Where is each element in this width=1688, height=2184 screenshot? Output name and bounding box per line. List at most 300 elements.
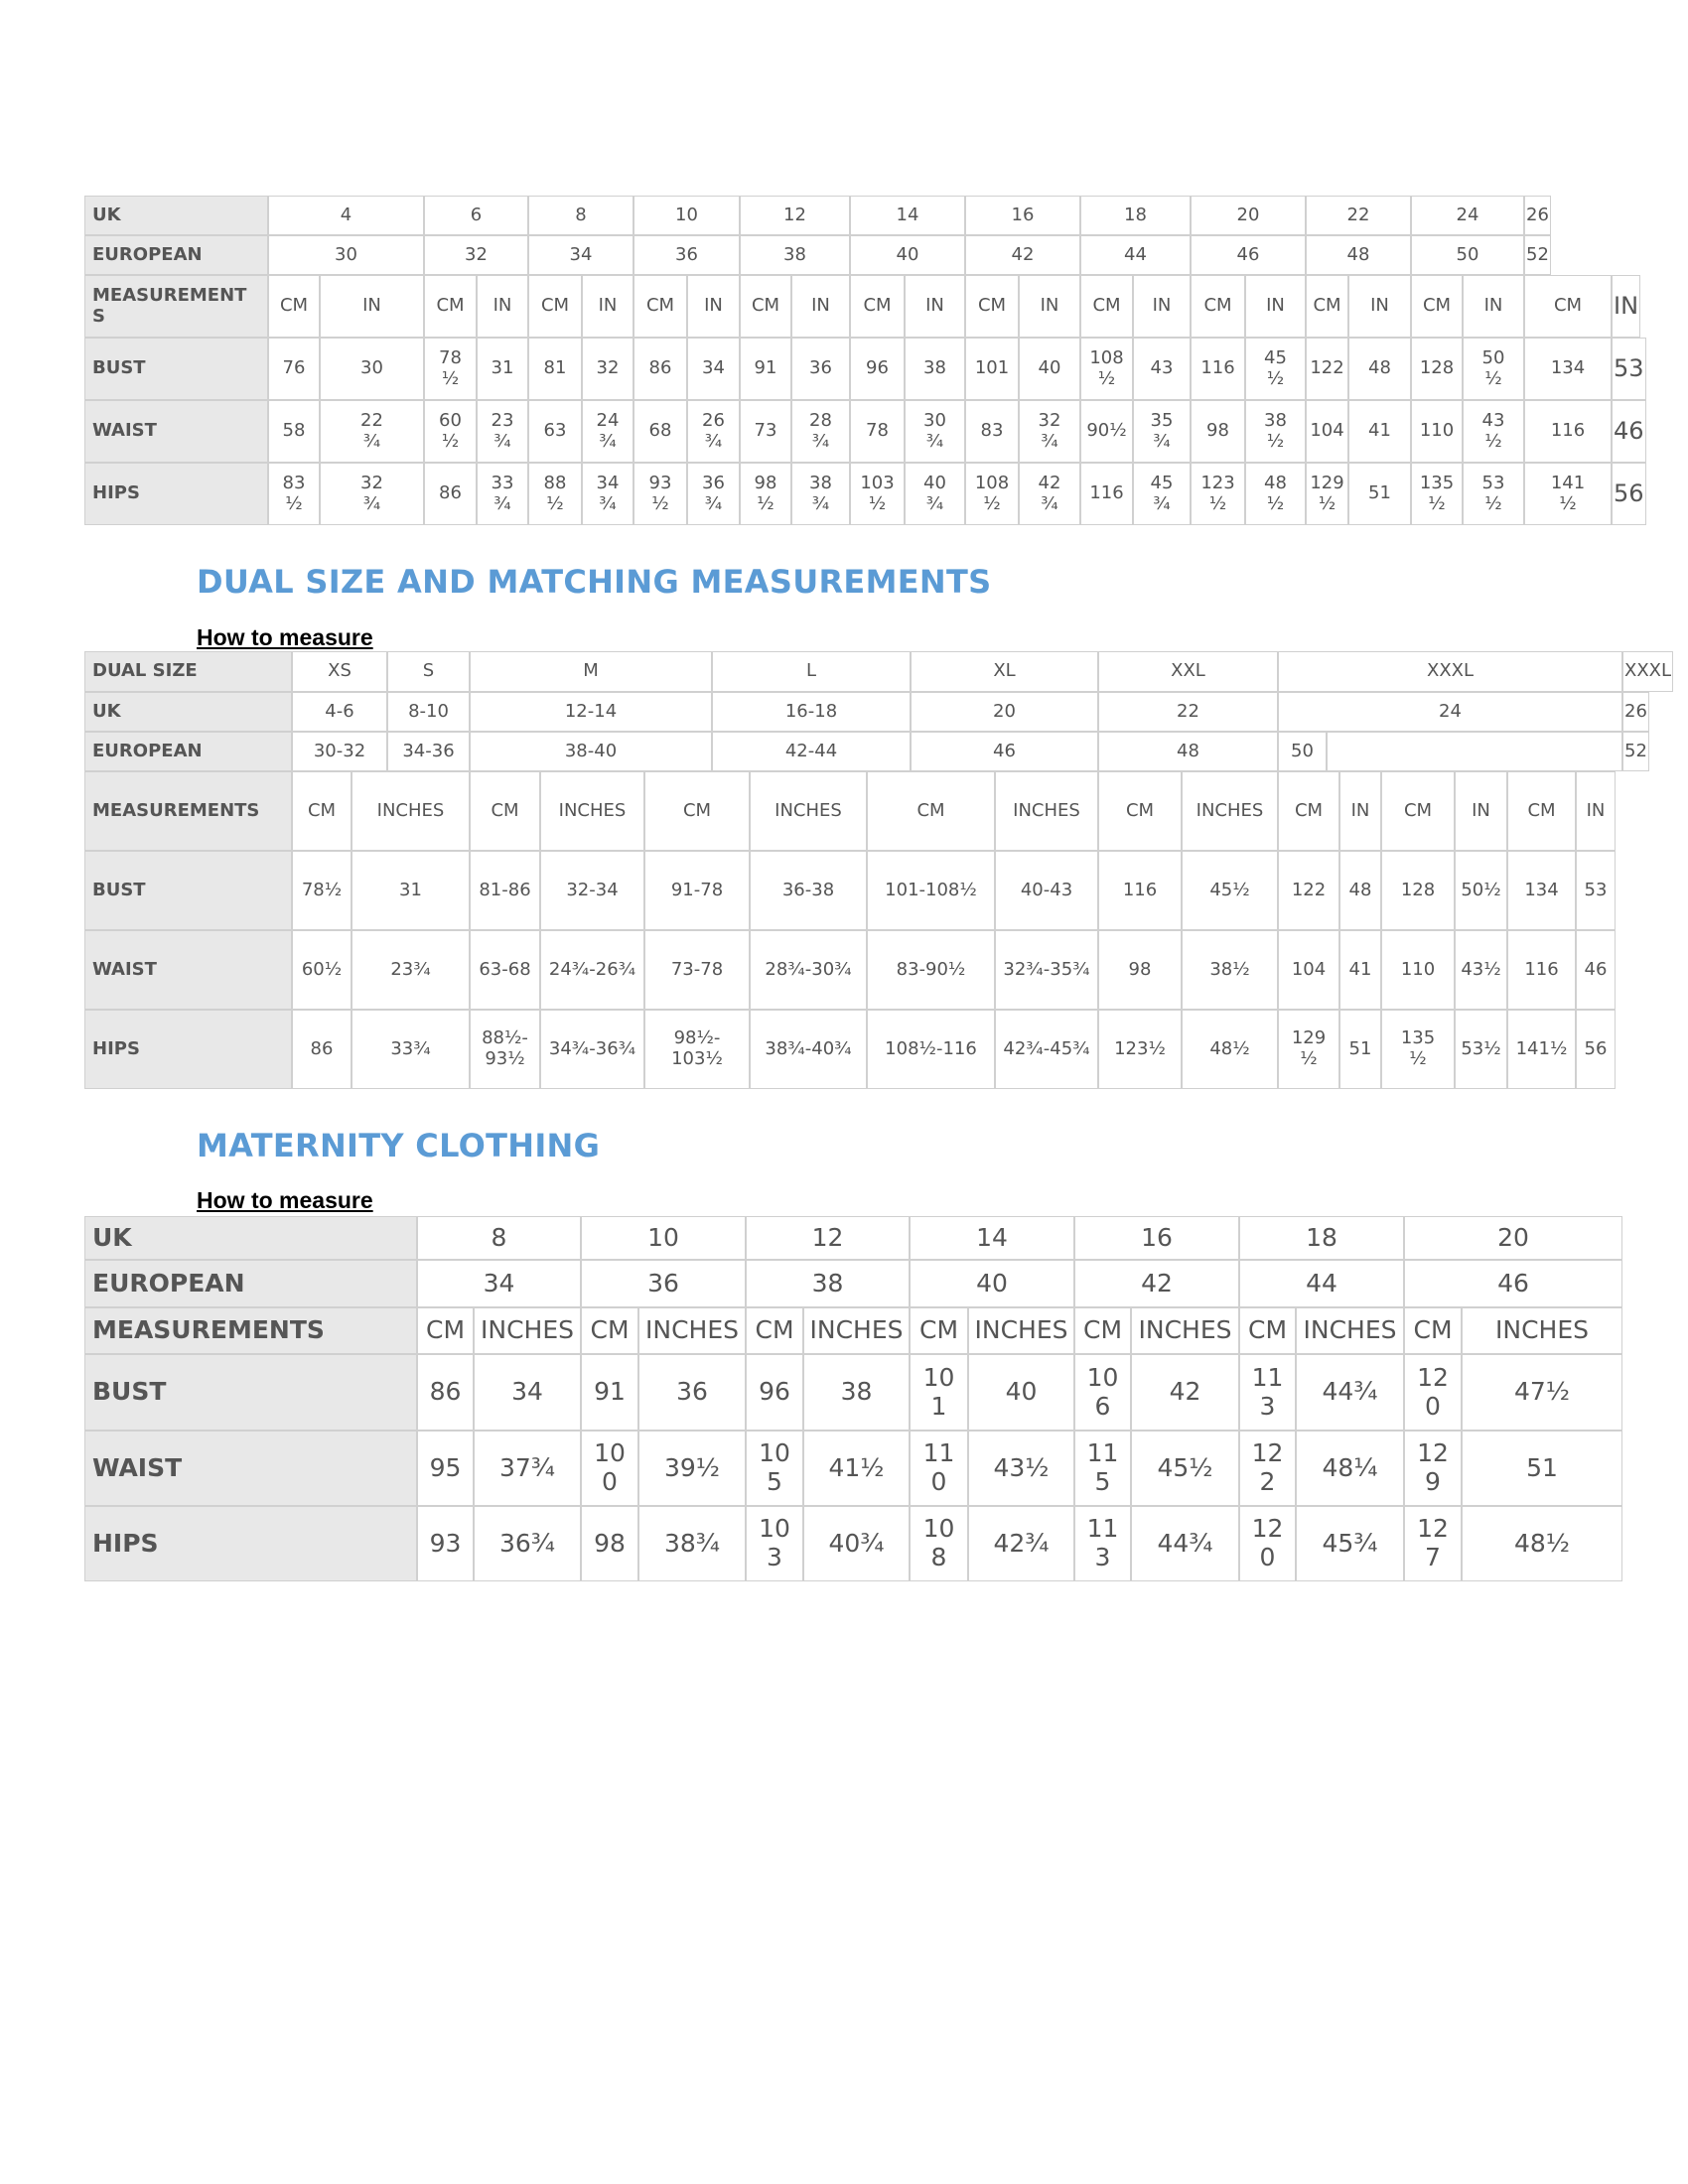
size-cell: S xyxy=(387,651,470,692)
size-cell: CM xyxy=(268,275,320,338)
size-cell: 51 xyxy=(1348,463,1411,525)
size-cell: 40 xyxy=(850,235,965,275)
size-cell: 34 xyxy=(474,1354,581,1431)
size-cell: 78½ xyxy=(292,851,352,930)
size-cell: 73 xyxy=(740,400,791,463)
size-cell: 42¾-45¾ xyxy=(995,1010,1098,1089)
size-cell: 123½ xyxy=(1098,1010,1182,1089)
size-cell: 141½ xyxy=(1507,1010,1576,1089)
size-cell: IN xyxy=(791,275,850,338)
size-cell: CM xyxy=(910,1307,968,1354)
size-cell: 34¾-36¾ xyxy=(540,1010,644,1089)
size-cell: 47½ xyxy=(1462,1354,1622,1431)
size-cell: 42-44 xyxy=(712,732,911,771)
size-cell: 18 xyxy=(1080,196,1191,235)
size-cell: 44¾ xyxy=(1131,1506,1239,1581)
size-cell: 37¾ xyxy=(474,1431,581,1506)
size-cell: 81 xyxy=(528,338,582,400)
size-cell: 46 xyxy=(1191,235,1306,275)
size-cell: INCHES xyxy=(638,1307,746,1354)
size-cell: 4 xyxy=(268,196,424,235)
size-cell: 34 xyxy=(687,338,740,400)
size-cell: 45 ¾ xyxy=(1133,463,1191,525)
size-cell: 10 0 xyxy=(581,1431,638,1506)
size-cell: 26 xyxy=(1622,692,1649,732)
size-cell: XS xyxy=(292,651,387,692)
size-cell: 41 xyxy=(1339,930,1381,1010)
row-label-waist: WAIST xyxy=(84,1431,417,1506)
size-cell: 23¾ xyxy=(352,930,470,1010)
size-cell: 42 xyxy=(1131,1354,1239,1431)
size-cell: 38 ½ xyxy=(1245,400,1306,463)
size-cell: 90½ xyxy=(1080,400,1133,463)
size-cell: 50 ½ xyxy=(1463,338,1524,400)
size-cell: 43 ½ xyxy=(1463,400,1524,463)
size-cell: 12 xyxy=(740,196,850,235)
size-cell: 10 5 xyxy=(746,1431,803,1506)
size-cell: 108 ½ xyxy=(1080,338,1133,400)
size-cell: 60 ½ xyxy=(424,400,477,463)
size-cell: CM xyxy=(633,275,687,338)
size-cell: 63-68 xyxy=(470,930,540,1010)
size-cell: 24 xyxy=(1278,692,1622,732)
size-cell: XXL xyxy=(1098,651,1278,692)
size-cell: 48 xyxy=(1339,851,1381,930)
size-cell: 36-38 xyxy=(750,851,867,930)
size-cell: 43½ xyxy=(1455,930,1507,1010)
row-label-european: EUROPEAN xyxy=(84,235,268,275)
size-cell: CM xyxy=(1074,1307,1131,1354)
size-cell: 122 xyxy=(1306,338,1348,400)
size-cell: 14 xyxy=(910,1216,1074,1260)
size-cell: 30 xyxy=(320,338,424,400)
size-cell: INCHES xyxy=(995,771,1098,851)
size-cell: 31 xyxy=(352,851,470,930)
size-cell: XL xyxy=(911,651,1098,692)
size-cell: 12 7 xyxy=(1404,1506,1462,1581)
size-cell: L xyxy=(712,651,911,692)
size-cell: 33¾ xyxy=(352,1010,470,1089)
size-cell: 11 5 xyxy=(1074,1431,1131,1506)
size-cell: CM xyxy=(1524,275,1612,338)
size-cell: IN xyxy=(477,275,528,338)
size-cell: 48 xyxy=(1348,338,1411,400)
size-cell: 20 xyxy=(1404,1216,1622,1260)
size-cell: 56 xyxy=(1612,463,1646,525)
size-cell: 38¾ xyxy=(638,1506,746,1581)
size-cell: 98 xyxy=(1191,400,1245,463)
size-cell: CM xyxy=(581,1307,638,1354)
size-cell: 32 ¾ xyxy=(1019,400,1080,463)
size-cell: 46 xyxy=(1612,400,1646,463)
maternity-how-to-measure-link[interactable]: How to measure xyxy=(197,1187,373,1213)
size-cell: 95 xyxy=(417,1431,474,1506)
size-cell: CM xyxy=(1404,1307,1462,1354)
size-cell: 42 xyxy=(1074,1260,1239,1307)
size-cell: 10 xyxy=(581,1216,746,1260)
size-cell: 50 xyxy=(1278,732,1327,771)
size-cell: 128 xyxy=(1381,851,1455,930)
size-cell: 26 xyxy=(1524,196,1551,235)
size-cell: 10 8 xyxy=(910,1506,968,1581)
size-cell: INCHES xyxy=(803,1307,910,1354)
size-cell: IN xyxy=(1339,771,1381,851)
size-cell: 6 xyxy=(424,196,528,235)
size-cell: 32 xyxy=(424,235,528,275)
size-cell: 110 xyxy=(1381,930,1455,1010)
size-cell: IN xyxy=(1455,771,1507,851)
size-cell: 104 xyxy=(1278,930,1339,1010)
size-cell: 53½ xyxy=(1455,1010,1507,1089)
size-cell: 8 xyxy=(528,196,633,235)
size-cell xyxy=(1327,732,1622,771)
size-cell: INCHES xyxy=(1296,1307,1404,1354)
size-cell: 46 xyxy=(911,732,1098,771)
size-cell: 10 6 xyxy=(1074,1354,1131,1431)
size-cell: 39½ xyxy=(638,1431,746,1506)
size-cell: 93 ½ xyxy=(633,463,687,525)
size-cell: 10 3 xyxy=(746,1506,803,1581)
size-cell: M xyxy=(470,651,712,692)
size-cell: 101-108½ xyxy=(867,851,995,930)
size-cell: INCHES xyxy=(1182,771,1278,851)
size-cell: 34 xyxy=(528,235,633,275)
size-cell: 23 ¾ xyxy=(477,400,528,463)
size-cell: 98 xyxy=(581,1506,638,1581)
size-cell: 88½- 93½ xyxy=(470,1010,540,1089)
size-cell: 63 xyxy=(528,400,582,463)
size-cell: 96 xyxy=(746,1354,803,1431)
size-cell: 45½ xyxy=(1131,1431,1239,1506)
size-cell: 36 xyxy=(791,338,850,400)
row-label-hips: HIPS xyxy=(84,463,268,525)
size-cell: 10 1 xyxy=(910,1354,968,1431)
size-cell: CM xyxy=(850,275,905,338)
size-cell: XXXL xyxy=(1622,651,1673,692)
size-cell: 93 xyxy=(417,1506,474,1581)
size-cell: INCHES xyxy=(1131,1307,1239,1354)
size-cell: 12 2 xyxy=(1239,1431,1296,1506)
size-cell: CM xyxy=(1411,275,1463,338)
size-cell: 108 ½ xyxy=(965,463,1019,525)
size-cell: 20 xyxy=(1191,196,1306,235)
size-cell: 46 xyxy=(1404,1260,1622,1307)
size-cell: 51 xyxy=(1339,1010,1381,1089)
size-cell: 12-14 xyxy=(470,692,712,732)
size-cell: CM xyxy=(965,275,1019,338)
row-label-waist: WAIST xyxy=(84,930,292,1010)
size-cell: 40-43 xyxy=(995,851,1098,930)
size-cell: 91-78 xyxy=(644,851,750,930)
size-cell: 50½ xyxy=(1455,851,1507,930)
size-cell: 12 xyxy=(746,1216,910,1260)
size-cell: 11 0 xyxy=(910,1431,968,1506)
size-cell: 34 ¾ xyxy=(582,463,633,525)
size-cell: 36 xyxy=(581,1260,746,1307)
size-cell: CM xyxy=(1239,1307,1296,1354)
size-cell: 110 xyxy=(1411,400,1463,463)
size-cell: 22 xyxy=(1098,692,1278,732)
size-cell: IN xyxy=(1019,275,1080,338)
size-cell: INCHES xyxy=(352,771,470,851)
row-label-dual-size: DUAL SIZE xyxy=(84,651,292,692)
size-cell: 141 ½ xyxy=(1524,463,1612,525)
size-cell: INCHES xyxy=(474,1307,581,1354)
size-cell: 41 xyxy=(1348,400,1411,463)
size-cell: 76 xyxy=(268,338,320,400)
size-cell: CM xyxy=(1507,771,1576,851)
size-cell: IN xyxy=(1576,771,1616,851)
size-cell: 32¾-35¾ xyxy=(995,930,1098,1010)
size-cell: 129 ½ xyxy=(1278,1010,1339,1089)
size-cell: 32-34 xyxy=(540,851,644,930)
size-cell: 135 ½ xyxy=(1411,463,1463,525)
size-cell: 20 xyxy=(911,692,1098,732)
size-cell: 116 xyxy=(1507,930,1576,1010)
size-cell: 18 xyxy=(1239,1216,1404,1260)
size-cell: 40¾ xyxy=(803,1506,910,1581)
size-cell: 53 xyxy=(1612,338,1646,400)
size-cell: 12 0 xyxy=(1404,1354,1462,1431)
size-cell: 53 ½ xyxy=(1463,463,1524,525)
size-cell: 48¼ xyxy=(1296,1431,1404,1506)
size-cell: 116 xyxy=(1080,463,1133,525)
size-cell: 42¾ xyxy=(968,1506,1074,1581)
size-cell: 83 ½ xyxy=(268,463,320,525)
size-cell: 44 xyxy=(1239,1260,1404,1307)
row-label-uk: UK xyxy=(84,692,292,732)
size-cell: 10 xyxy=(633,196,740,235)
size-cell: CM xyxy=(528,275,582,338)
size-cell: 22 xyxy=(1306,196,1411,235)
size-cell: 104 xyxy=(1306,400,1348,463)
size-cell: 52 xyxy=(1524,235,1551,275)
size-cell: 36 xyxy=(638,1354,746,1431)
size-cell: IN xyxy=(1348,275,1411,338)
size-cell: 91 xyxy=(581,1354,638,1431)
size-cell: 28 ¾ xyxy=(791,400,850,463)
size-cell: 116 xyxy=(1098,851,1182,930)
size-cell: 38 ¾ xyxy=(791,463,850,525)
size-cell: 88 ½ xyxy=(528,463,582,525)
size-cell: 103 ½ xyxy=(850,463,905,525)
size-cell: CM xyxy=(1306,275,1348,338)
size-cell: 78 ½ xyxy=(424,338,477,400)
size-cell: IN xyxy=(582,275,633,338)
row-label-uk: UK xyxy=(84,1216,417,1260)
size-cell: 86 xyxy=(417,1354,474,1431)
size-cell: CM xyxy=(470,771,540,851)
size-cell: CM xyxy=(1080,275,1133,338)
size-cell: INCHES xyxy=(968,1307,1074,1354)
size-cell: 34 xyxy=(417,1260,581,1307)
row-label-measurements: MEASUREMENTS xyxy=(84,771,292,851)
row-label-european: EUROPEAN xyxy=(84,1260,417,1307)
size-cell: 43 xyxy=(1133,338,1191,400)
size-cell: 46 xyxy=(1576,930,1616,1010)
size-cell: 8-10 xyxy=(387,692,470,732)
size-cell: 26 ¾ xyxy=(687,400,740,463)
size-cell: 134 xyxy=(1524,338,1612,400)
size-cell: 48½ xyxy=(1462,1506,1622,1581)
size-cell: 60½ xyxy=(292,930,352,1010)
size-cell: 31 xyxy=(477,338,528,400)
size-cell: 30-32 xyxy=(292,732,387,771)
size-cell: 40 xyxy=(968,1354,1074,1431)
row-label-bust: BUST xyxy=(84,338,268,400)
size-cell: 123 ½ xyxy=(1191,463,1245,525)
size-cell: 48½ xyxy=(1182,1010,1278,1089)
size-cell: 45¾ xyxy=(1296,1506,1404,1581)
size-cell: 38 xyxy=(905,338,965,400)
size-cell: 14 xyxy=(850,196,965,235)
size-cell: 81-86 xyxy=(470,851,540,930)
size-cell: 51 xyxy=(1462,1431,1622,1506)
size-cell: 16-18 xyxy=(712,692,911,732)
size-cell: 48 xyxy=(1098,732,1278,771)
size-cell: CM xyxy=(417,1307,474,1354)
maternity-heading: MATERNITY CLOTHING xyxy=(197,1127,601,1164)
size-cell: 48 xyxy=(1306,235,1411,275)
size-cell: 36¾ xyxy=(474,1506,581,1581)
size-cell: 12 0 xyxy=(1239,1506,1296,1581)
size-cell: 101 xyxy=(965,338,1019,400)
size-cell: 42 ¾ xyxy=(1019,463,1080,525)
size-cell: 38½ xyxy=(1182,930,1278,1010)
size-cell: 22 ¾ xyxy=(320,400,424,463)
size-cell: CM xyxy=(867,771,995,851)
size-cell: 45½ xyxy=(1182,851,1278,930)
size-cell: 122 xyxy=(1278,851,1339,930)
dual-size-heading: DUAL SIZE AND MATCHING MEASUREMENTS xyxy=(197,563,992,601)
size-cell: 91 xyxy=(740,338,791,400)
size-cell: 34-36 xyxy=(387,732,470,771)
size-cell: CM xyxy=(1191,275,1245,338)
size-cell: 44 xyxy=(1080,235,1191,275)
size-cell: 35 ¾ xyxy=(1133,400,1191,463)
size-cell: IN xyxy=(1245,275,1306,338)
size-cell: 43½ xyxy=(968,1431,1074,1506)
size-cell: 44¾ xyxy=(1296,1354,1404,1431)
size-cell: XXXL xyxy=(1278,651,1622,692)
size-cell: 98 ½ xyxy=(740,463,791,525)
size-cell: 32 xyxy=(582,338,633,400)
size-cell: 40 xyxy=(910,1260,1074,1307)
size-cell: 8 xyxy=(417,1216,581,1260)
size-cell: IN xyxy=(905,275,965,338)
size-cell: 128 xyxy=(1411,338,1463,400)
size-cell: 24 ¾ xyxy=(582,400,633,463)
size-cell: 135 ½ xyxy=(1381,1010,1455,1089)
size-cell: 53 xyxy=(1576,851,1616,930)
size-cell: 11 3 xyxy=(1239,1354,1296,1431)
size-cell: CM xyxy=(644,771,750,851)
dual-how-to-measure-link[interactable]: How to measure xyxy=(197,624,373,650)
row-label-waist: WAIST xyxy=(84,400,268,463)
size-cell: INCHES xyxy=(540,771,644,851)
size-cell: 73-78 xyxy=(644,930,750,1010)
size-cell: 38 xyxy=(746,1260,910,1307)
size-cell: CM xyxy=(1098,771,1182,851)
size-cell: 28¾-30¾ xyxy=(750,930,867,1010)
size-cell: 11 3 xyxy=(1074,1506,1131,1581)
row-label-uk: UK xyxy=(84,196,268,235)
row-label-measurements: MEASUREMENTS xyxy=(84,1307,417,1354)
size-cell: 36 xyxy=(633,235,740,275)
size-cell: CM xyxy=(740,275,791,338)
size-cell: CM xyxy=(424,275,477,338)
size-cell: 41½ xyxy=(803,1431,910,1506)
size-cell: 24¾-26¾ xyxy=(540,930,644,1010)
size-cell: 48 ½ xyxy=(1245,463,1306,525)
size-cell: 86 xyxy=(292,1010,352,1089)
row-label-measurement-s: MEASUREMENT S xyxy=(84,275,268,338)
row-label-european: EUROPEAN xyxy=(84,732,292,771)
size-cell: 68 xyxy=(633,400,687,463)
size-cell: 83 xyxy=(965,400,1019,463)
size-cell: 96 xyxy=(850,338,905,400)
size-cell: 86 xyxy=(633,338,687,400)
size-cell: 42 xyxy=(965,235,1080,275)
size-cell: 98½- 103½ xyxy=(644,1010,750,1089)
size-cell: 16 xyxy=(1074,1216,1239,1260)
size-cell: CM xyxy=(1381,771,1455,851)
size-cell: 52 xyxy=(1622,732,1649,771)
size-cell: 129 ½ xyxy=(1306,463,1348,525)
size-cell: IN xyxy=(1612,275,1640,338)
row-label-bust: BUST xyxy=(84,1354,417,1431)
size-cell: 45 ½ xyxy=(1245,338,1306,400)
size-cell: 36 ¾ xyxy=(687,463,740,525)
size-cell: IN xyxy=(1133,275,1191,338)
size-cell: 40 ¾ xyxy=(905,463,965,525)
size-cell: CM xyxy=(746,1307,803,1354)
size-cell: CM xyxy=(292,771,352,851)
size-cell: 4-6 xyxy=(292,692,387,732)
row-label-hips: HIPS xyxy=(84,1010,292,1089)
size-cell: 116 xyxy=(1191,338,1245,400)
size-cell: 98 xyxy=(1098,930,1182,1010)
size-cell: 16 xyxy=(965,196,1080,235)
size-cell: 86 xyxy=(424,463,477,525)
size-cell: 78 xyxy=(850,400,905,463)
row-label-hips: HIPS xyxy=(84,1506,417,1581)
size-cell: 32 ¾ xyxy=(320,463,424,525)
size-cell: 30 ¾ xyxy=(905,400,965,463)
size-cell: 50 xyxy=(1411,235,1524,275)
size-cell: 38 xyxy=(740,235,850,275)
size-cell: 134 xyxy=(1507,851,1576,930)
size-cell: CM xyxy=(1278,771,1339,851)
size-cell: 12 9 xyxy=(1404,1431,1462,1506)
size-cell: INCHES xyxy=(1462,1307,1622,1354)
row-label-bust: BUST xyxy=(84,851,292,930)
size-cell: 24 xyxy=(1411,196,1524,235)
size-cell: IN xyxy=(687,275,740,338)
size-cell: 38¾-40¾ xyxy=(750,1010,867,1089)
size-cell: 30 xyxy=(268,235,424,275)
size-cell: 56 xyxy=(1576,1010,1616,1089)
size-cell: 38-40 xyxy=(470,732,712,771)
size-cell: 116 xyxy=(1524,400,1612,463)
size-cell: 33 ¾ xyxy=(477,463,528,525)
size-cell: 38 xyxy=(803,1354,910,1431)
size-cell: 40 xyxy=(1019,338,1080,400)
size-cell: INCHES xyxy=(750,771,867,851)
size-cell: 108½-116 xyxy=(867,1010,995,1089)
size-cell: IN xyxy=(1463,275,1524,338)
size-cell: IN xyxy=(320,275,424,338)
